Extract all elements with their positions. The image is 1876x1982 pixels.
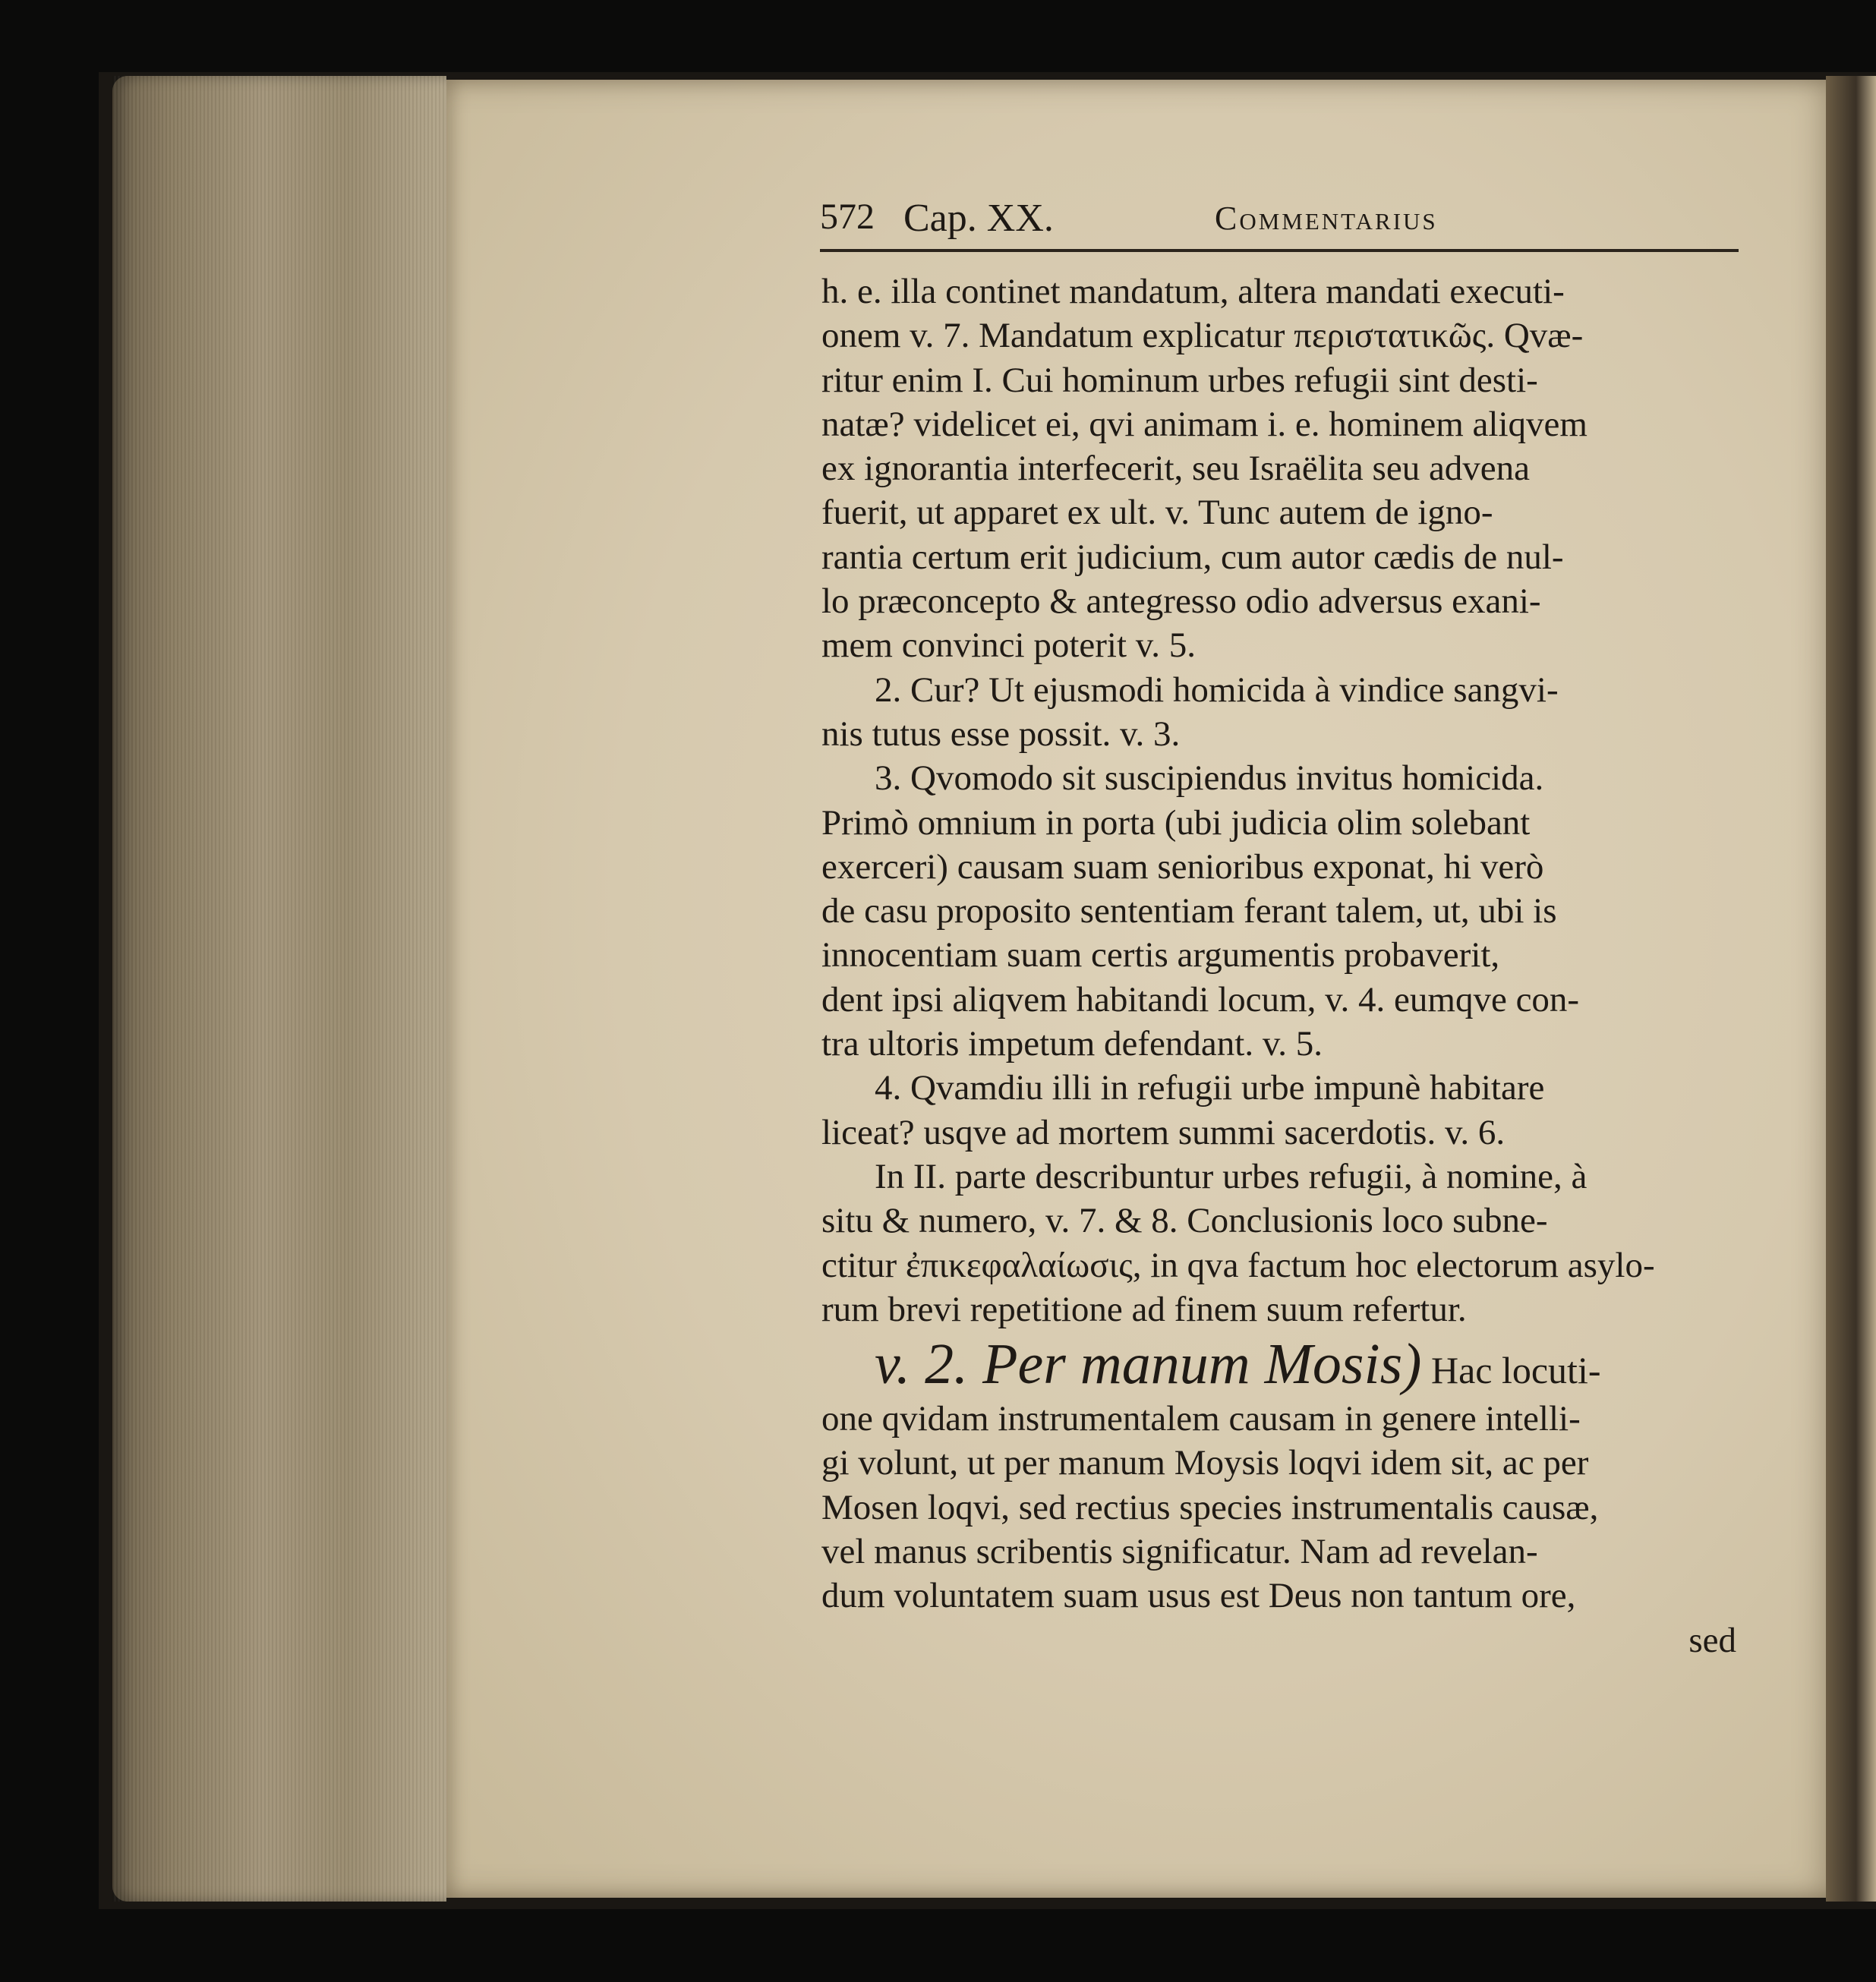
running-head: Commentarius: [1215, 200, 1438, 237]
text-line: onem v. 7. Mandatum explicatur περιστατικῶς. Qvæ-: [821, 316, 1584, 356]
text-line: In II. parte describuntur urbes refugii, à nomine, à: [875, 1156, 1588, 1196]
text-line: lo præconcepto & antegresso odio adversus exani-: [821, 581, 1541, 622]
text-line: ctitur ἐπικεφαλαίωσις, in qva factum hoc electorum asylo-: [821, 1245, 1655, 1285]
text-line: fuerit, ut apparet ex ult. v. Tunc autem de igno-: [821, 493, 1493, 533]
text-line: one qvidam instrumentalem causam in genere intelli-: [821, 1399, 1581, 1439]
book-fore-edge: [112, 76, 446, 1902]
text-line: nis tutus esse possit. v. 3.: [821, 714, 1181, 754]
text-line: liceat? usqve ad mortem summi sacerdotis. v. 6.: [821, 1112, 1506, 1152]
page-number: 572: [820, 197, 875, 237]
chapter-label: Cap. XX.: [903, 197, 1054, 240]
text-line: 2. Cur? Ut ejusmodi homicida à vindice sangvi-: [875, 670, 1559, 710]
text-line: exerceri) causam suam senioribus exponat, hi verò: [821, 846, 1544, 887]
text-line: vel manus scribentis significatur. Nam ad revelan-: [821, 1532, 1538, 1572]
text-line: rum brevi repetitione ad finem suum refertur.: [821, 1289, 1467, 1329]
text-line: situ & numero, v. 7. & 8. Conclusionis loco subne-: [821, 1201, 1548, 1241]
text-line: de casu proposito sententiam ferant talem, ut, ubi is: [821, 891, 1557, 931]
body-text: [821, 269, 1736, 1662]
text-line: mem convinci poterit v. 5.: [821, 625, 1196, 666]
text-line: ex ignorantia interfecerit, seu Israëlita seu advena: [821, 449, 1531, 489]
note-first-words: Hac locuti-: [1430, 1349, 1601, 1392]
note-citation: v. 2. Per manum Mosis): [875, 1332, 1422, 1397]
text-line: natæ? videlicet ei, qvi animam i. e. hominem aliqvem: [821, 404, 1588, 444]
page-header: [820, 196, 1739, 252]
note-heading: [821, 1331, 1736, 1397]
text-line: 3. Qvomodo sit suscipiendus invitus homicida.: [875, 758, 1544, 799]
text-line: innocentiam suam certis argumentis probaverit,: [821, 935, 1500, 975]
text-line: gi volunt, ut per manum Moysis loqvi idem sit, ac per: [821, 1443, 1589, 1483]
text-line: 4. Qvamdiu illi in refugii urbe impunè habitare: [875, 1068, 1545, 1108]
text-line: Mosen loqvi, sed rectius species instrumentalis causæ,: [821, 1487, 1599, 1527]
text-line: dum voluntatem suam usus est Deus non tantum ore,: [821, 1576, 1576, 1616]
text-line: tra ultoris impetum defendant. v. 5.: [821, 1024, 1323, 1064]
page-gutter: [1826, 76, 1876, 1902]
catchword: sed: [1688, 1620, 1736, 1660]
text-line: rantia certum erit judicium, cum autor cædis de nul-: [821, 537, 1564, 577]
text-line: ritur enim I. Cui hominum urbes refugii sint desti-: [821, 360, 1538, 400]
text-line: Primò omnium in porta (ubi judicia olim solebant: [821, 802, 1531, 843]
text-line: dent ipsi aliqvem habitandi locum, v. 4. eumqve con-: [821, 979, 1580, 1019]
text-line: h. e. illa continet mandatum, altera mandati executi-: [821, 272, 1565, 311]
